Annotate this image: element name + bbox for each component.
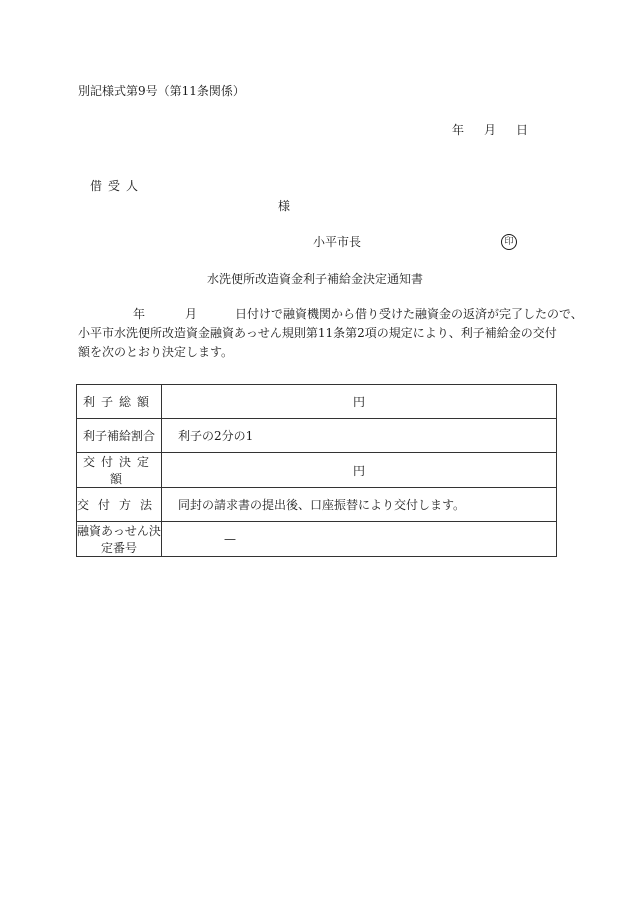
row-label-subsidy-rate: 利子補給割合 bbox=[77, 419, 162, 453]
honorific: 様 bbox=[278, 199, 291, 213]
borrower-label: 借受人 bbox=[90, 179, 145, 193]
notice-body bbox=[78, 305, 583, 362]
date-month-label: 月 bbox=[484, 123, 497, 137]
document-title: 水洗便所改造資金利子補給金決定通知書 bbox=[207, 272, 424, 286]
row-value-payment-method: 同封の請求書の提出後、口座振替により交付します。 bbox=[162, 488, 557, 522]
mayor-title: 小平市長 bbox=[313, 235, 362, 249]
row-value-total-interest: 円 bbox=[162, 385, 557, 419]
issue-date bbox=[452, 124, 528, 136]
body-month-label: 月 bbox=[185, 307, 198, 321]
row-label-loan-decision-number: 融資あっせん決定番号 bbox=[77, 522, 162, 557]
body-year-label: 年 bbox=[133, 307, 146, 321]
body-line-1 bbox=[78, 305, 583, 324]
subsidy-details-table bbox=[76, 384, 557, 557]
seal-mark: 印 bbox=[501, 234, 517, 250]
date-year-label: 年 bbox=[452, 123, 465, 137]
body-line-1-tail: 日付けで融資機関から借り受けた融資金の返済が完了したので、 bbox=[235, 307, 583, 321]
body-line-2: 小平市水洗便所改造資金融資あっせん規則第11条第2項の規定により、利子補給金の交付 bbox=[78, 326, 557, 340]
body-line-3: 額を次のとおり決定します。 bbox=[78, 345, 234, 359]
row-label-total-interest: 利子総額 bbox=[77, 385, 162, 419]
row-label-grant-amount: 交付決定額 bbox=[77, 453, 162, 488]
row-value-loan-decision-number: — bbox=[162, 522, 557, 557]
table-row bbox=[77, 385, 557, 419]
row-value-grant-amount: 円 bbox=[162, 453, 557, 488]
table-row bbox=[77, 453, 557, 488]
table-row bbox=[77, 522, 557, 557]
table-row bbox=[77, 488, 557, 522]
table-row bbox=[77, 419, 557, 453]
date-day-label: 日 bbox=[516, 123, 529, 137]
row-label-payment-method: 交付方法 bbox=[77, 488, 162, 522]
form-number: 別記様式第9号（第11条関係） bbox=[78, 84, 245, 98]
row-value-subsidy-rate: 利子の2分の1 bbox=[162, 419, 557, 453]
